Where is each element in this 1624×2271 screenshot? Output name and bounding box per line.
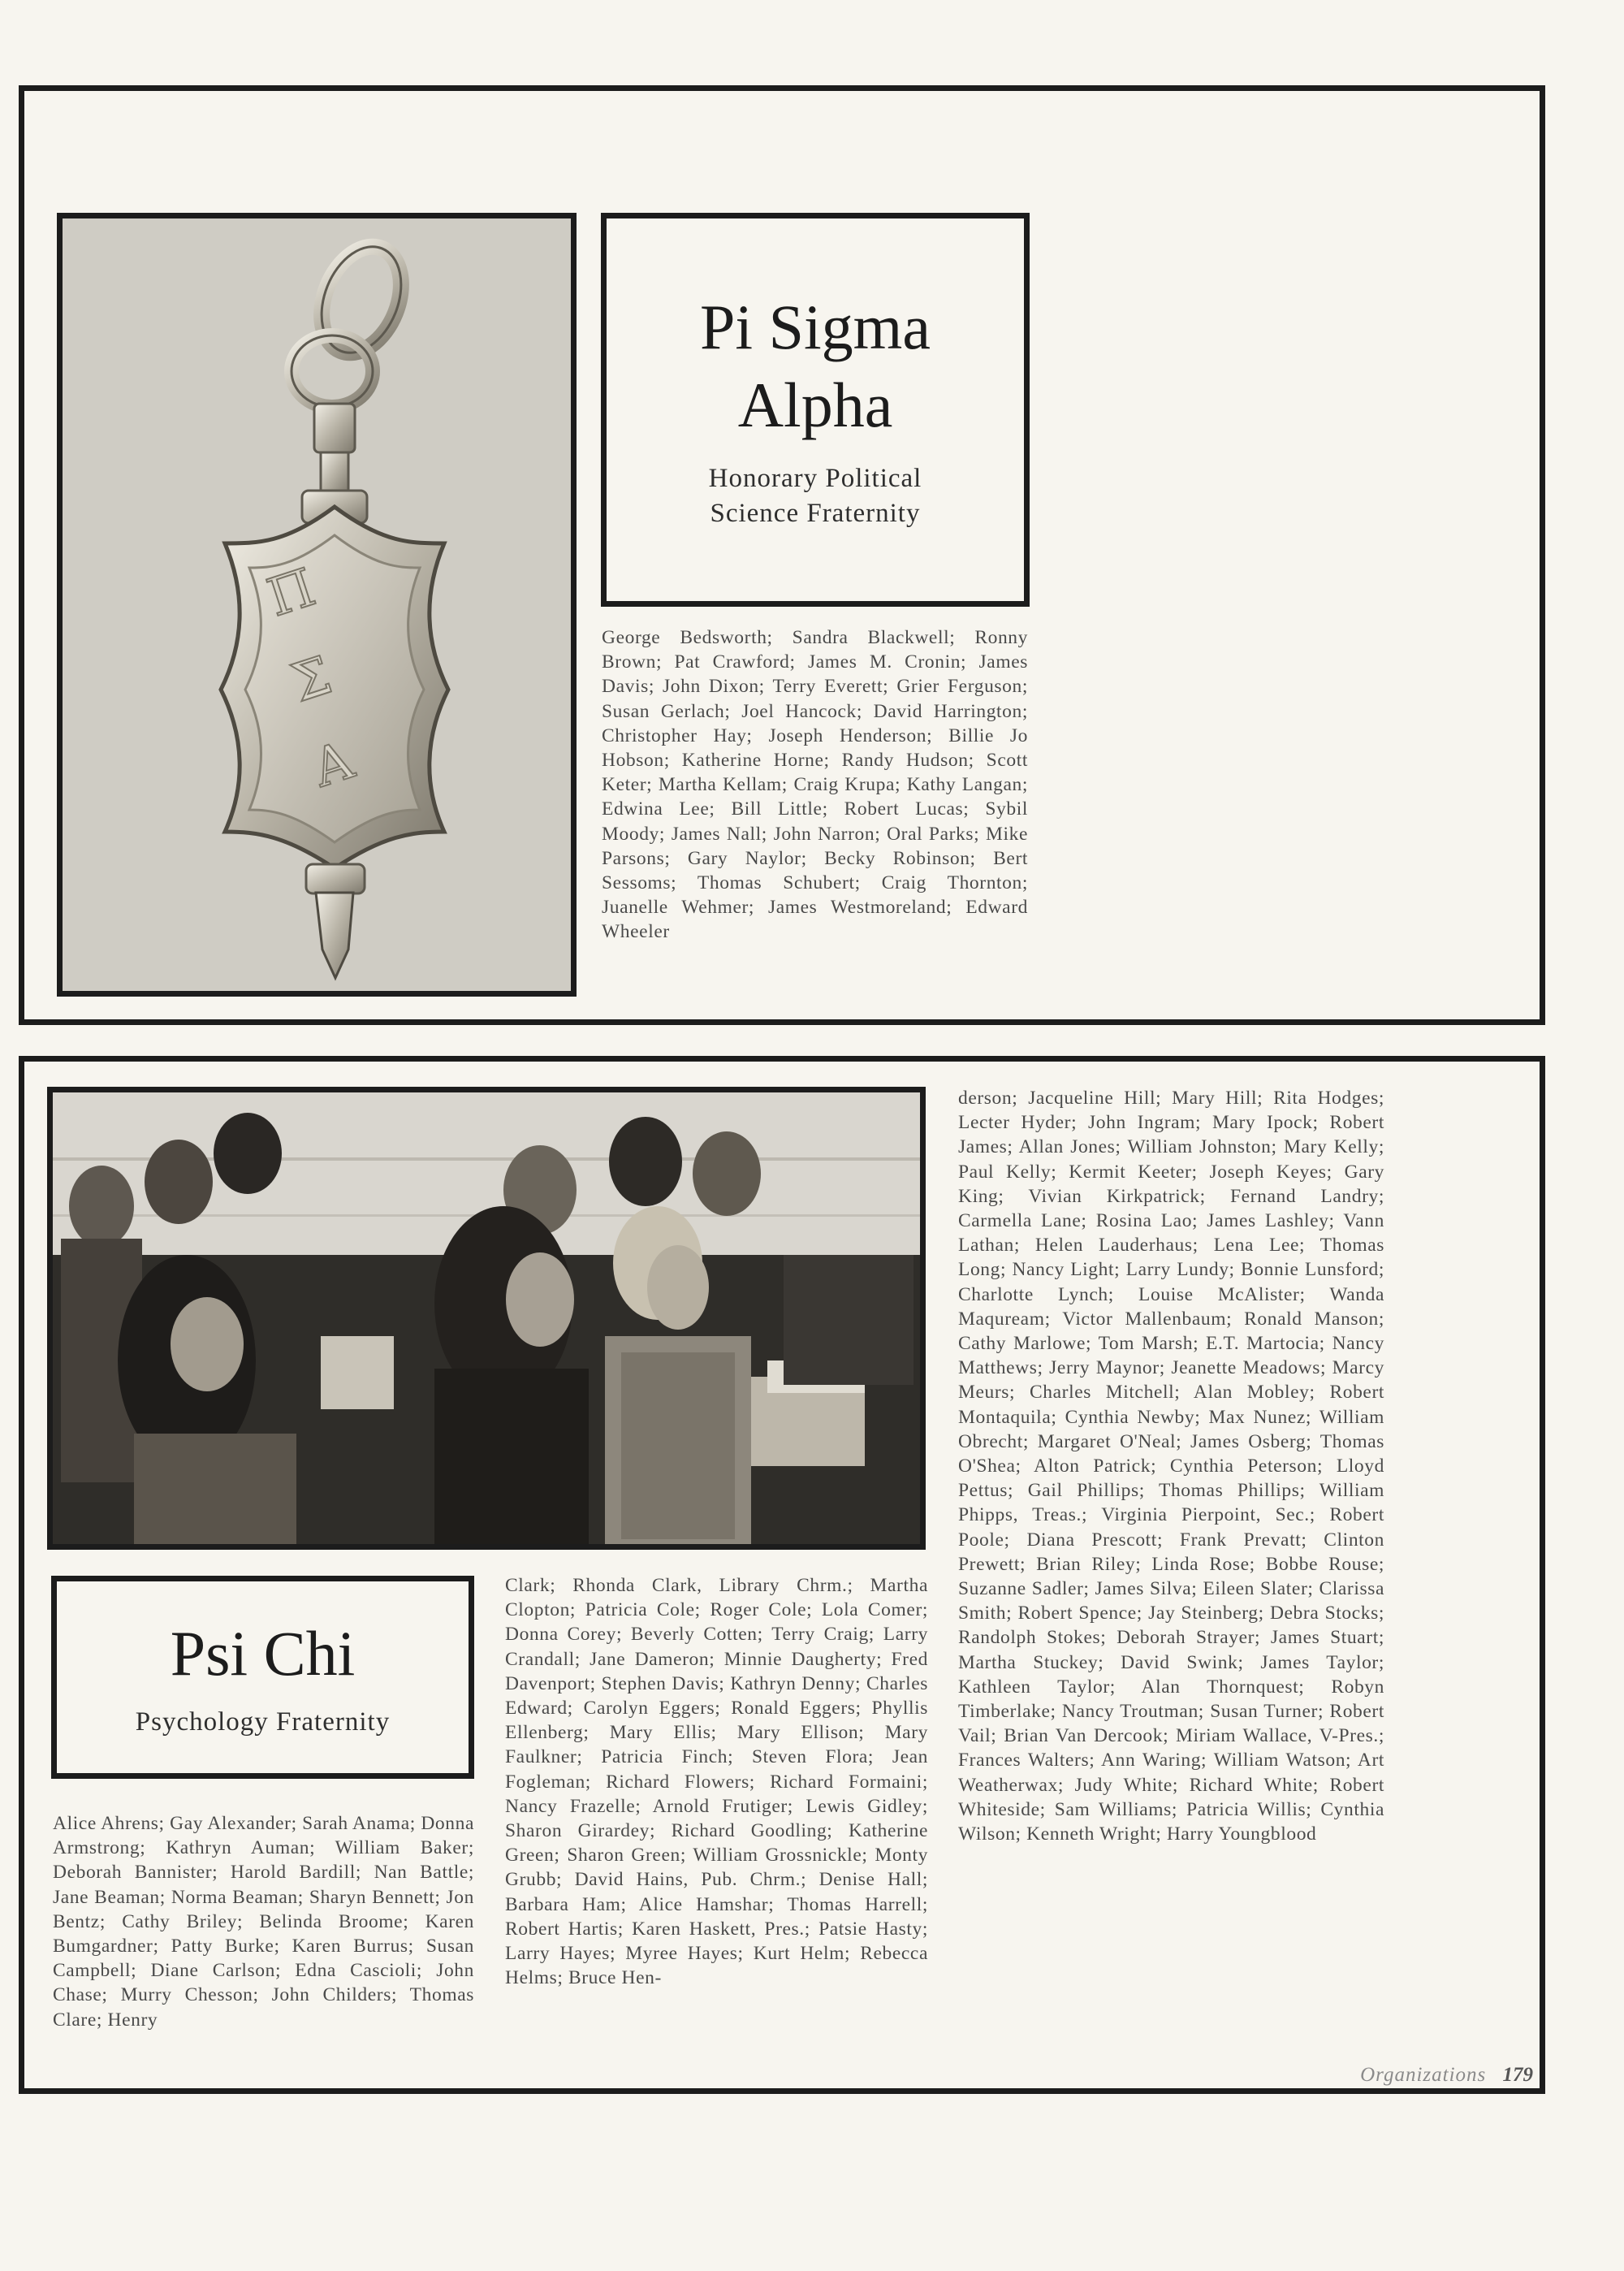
- page-footer: [1360, 2064, 1533, 2087]
- key-letter-alpha: A: [306, 730, 361, 800]
- page-number: 179: [1502, 2064, 1533, 2086]
- subtitle-line-1: Honorary Political: [708, 463, 922, 493]
- section-name: Organizations: [1360, 2064, 1487, 2086]
- psi-chi-title-box: [51, 1576, 474, 1779]
- psi-chi-member-list-col-1: Alice Ahrens; Gay Alexander; Sarah Anama; Donna Armstrong; Kathryn Auman; William Baker; Deborah Bannister; Harold Bardill; Nan Battle; Jane Beaman; Norma Beaman; Sharyn Bennett; Jon Bentz; Cathy Briley; Belinda Broome; Karen Bumgardner; Patty Burke; Karen Burrus; Susan Campbell; Diane Carlson; Edna Cascioli; John Chase; Murry Chesson; John Childers; Thomas Clare; Henry: [53, 1813, 474, 2031]
- psychology-class-photo: [47, 1087, 926, 1550]
- key-letter-sigma: Σ: [285, 645, 339, 715]
- psi-chi-member-list-col-2: Clark; Rhonda Clark, Library Chrm.; Martha Clopton; Patricia Cole; Roger Cole; Lola Comer; Donna Corey; Beverly Cotten; Terry Craig; Larry Crandall; Jane Dameron; Minnie Daugherty; Fred Davenport; Stephen Davis; Kathryn Denny; Charles Edward; Carolyn Eggers; Ronald Eggers; Phyllis Ellenberg; Mary Ellis; Mary Ellison; Mary Faulkner; Patricia Finch; Steven Flora; Jean Fogleman; Richard Flowers; Richard Formaini; Nancy Frazelle; Arnold Frutiger; Lewis Gidley; Sharon Girardey; Richard Goodling; Katherine Green; Sharon Green; William Grossnickle; Monty Grubb; David Hains, Pub. Chrm.; Denise Hall; Barbara Ham; Alice Hamshar; Thomas Harrell; Robert Hartis; Karen Haskett, Pres.; Patsie Hasty; Larry Hayes; Myree Hayes; Kurt Helm; Rebecca Helms; Bruce Hen-: [505, 1575, 928, 1989]
- pi-sigma-alpha-title: [700, 288, 931, 443]
- title-line-2: Alpha: [737, 369, 893, 440]
- key-letter-pi: Π: [261, 557, 323, 629]
- pi-sigma-alpha-subtitle: [709, 461, 922, 531]
- pi-sigma-alpha-member-list: George Bedsworth; Sandra Blackwell; Ronny Brown; Pat Crawford; James M. Cronin; James Davis; John Dixon; Terry Everett; Grier Ferguson; Susan Gerlach; Joel Hancock; David Harrington; Christopher Hay; Joseph Henderson; Billie Jo Hobson; Katherine Horne; Randy Hudson; Scott Keter; Martha Kellam; Craig Krupa; Kathy Langan; Edwina Lee; Bill Little; Robert Lucas; Sybil Moody; James Nall; John Narron; Oral Parks; Mike Parsons; Gary Naylor; Becky Robinson; Bert Sessoms; Thomas Schubert; Craig Thornton; Juanelle Wehmer; James Westmoreland; Edward Wheeler: [602, 627, 1028, 943]
- psi-chi-title: Psi Chi: [170, 1617, 356, 1689]
- class-photo-illustration: [53, 1092, 920, 1544]
- title-line-1: Pi Sigma: [700, 292, 931, 363]
- psi-chi-subtitle: Psychology Fraternity: [135, 1707, 391, 1737]
- fraternity-key-photo: [57, 213, 577, 997]
- key-pendant-illustration: [63, 218, 571, 991]
- pi-sigma-alpha-title-box: [601, 213, 1030, 607]
- psi-chi-member-list-col-3: derson; Jacqueline Hill; Mary Hill; Rita Hodges; Lecter Hyder; John Ingram; Mary Ipock; Robert James; Allan Jones; William Johnston; Mary Kelly; Paul Kelly; Kermit Keeter; Joseph Keyes; Gary King; Vivian Kirkpatrick; Fernand Landry; Carmella Lane; Rosina Lao; James Lashley; Vann Lathan; Helen Lauderhaus; Lena Lee; Thomas Long; Nancy Light; Larry Lundy; Bonnie Lunsford; Charlotte Lynch; Louise McAlister; Wanda Maquream; Victor Mallenbaum; Ronald Manson; Cathy Marlowe; Tom Marsh; E.T. Martocia; Nancy Matthews; Jerry Maynor; Jeanette Meadows; Marcy Meurs; Charles Mitchell; Alan Mobley; Robert Montaquila; Cynthia Newby; Max Nunez; William Obrecht; Margaret O'Neal; James Osberg; Thomas O'Shea; Alton Patrick; Cynthia Peterson; Lloyd Pettus; Gail Phillips; Thomas Phillips; William Phipps, Treas.; Virginia Pierpoint, Sec.; Robert Poole; Diana Prescott; Frank Prevatt; Clinton Prewett; Brian Riley; Linda Rose; Bobbe Rouse; Suzanne Sadler; James Silva; Eileen Slater; Clarissa Smith; Robert Spence; Jay Steinberg; Debra Stocks; Randolph Stokes; Deborah Strayer; James Stuart; Martha Stuckey; David Swink; James Taylor; Kathleen Taylor; Alan Thornquest; Robyn Timberlake; Nancy Troutman; Susan Turner; Robert Vail; Brian Van Dercook; Miriam Wallace, V-Pres.; Frances Walters; Ann Waring; William Watson; Art Weatherwax; Judy White; Richard White; Robert Whiteside; Sam Williams; Patricia Willis; Cynthia Wilson; Kenneth Wright; Harry Youngblood: [958, 1088, 1384, 1845]
- subtitle-line-2: Science Fraternity: [710, 498, 921, 528]
